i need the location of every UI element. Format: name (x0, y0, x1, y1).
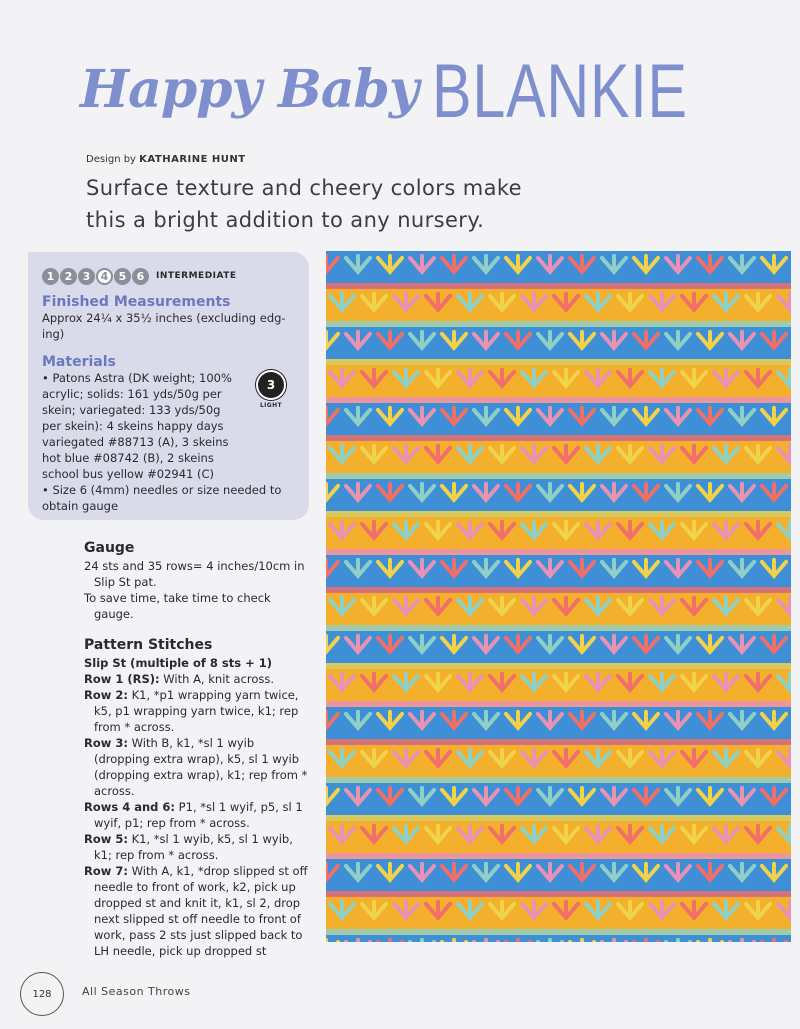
yarn-weight-icon (251, 372, 291, 409)
finished-heading: Finished Measurements (42, 294, 231, 310)
skill-level-5: 5 (114, 268, 131, 285)
skill-level-3: 3 (78, 268, 95, 285)
skill-level-label: INTERMEDIATE (156, 271, 237, 281)
gauge-section (84, 540, 310, 622)
gauge-text: 24 sts and 35 rows= 4 inches/10cm in Slip St pat. (84, 559, 305, 589)
pattern-row: Rows 4 and 6: P1, *sl 1 wyif, p5, sl 1 wyif, p1; rep from * across. (84, 800, 303, 830)
swatch-ridge (326, 853, 791, 859)
subtitle: Surface texture and cheery colors make this a bright addition to any nursery. (86, 176, 522, 232)
pattern-row: Row 1 (RS): With A, knit across. (84, 672, 275, 686)
pattern-heading: Pattern Stitches (84, 637, 213, 653)
pattern-subheading: Slip St (multiple of 8 sts + 1) (84, 656, 272, 670)
skill-level-6: 6 (132, 268, 149, 285)
swatch-ridge (326, 625, 791, 631)
gauge-note: To save time, take time to check gauge. (84, 591, 271, 621)
skill-level-4: 4 (96, 268, 113, 285)
title-script: Happy Baby (80, 59, 419, 120)
swatch-ridge (326, 549, 791, 555)
page-number: 128 (20, 972, 64, 1016)
swatch-ridge (326, 511, 791, 517)
byline (86, 154, 246, 165)
materials-item: • Size 6 (4mm) needles or size needed to obtain gauge (42, 483, 282, 513)
swatch-ridge (326, 701, 791, 707)
knitted-swatch-photo (326, 251, 791, 942)
byline-prefix: Design by (86, 154, 136, 165)
swatch-ridge (326, 283, 791, 289)
swatch-ridge (326, 891, 791, 897)
yarn-weight-number: 3 (258, 372, 284, 398)
swatch-ridge (326, 397, 791, 403)
info-box (28, 252, 309, 520)
gauge-heading: Gauge (84, 540, 135, 556)
swatch-ridge (326, 435, 791, 441)
swatch-ridge (326, 929, 791, 935)
title (80, 48, 760, 135)
skill-level-1: 1 (42, 268, 59, 285)
swatch-ridge (326, 473, 791, 479)
swatch-pattern (326, 251, 791, 942)
pattern-row: Row 5: K1, *sl 1 wyib, k5, sl 1 wyib, k1; rep from * across. (84, 832, 293, 862)
swatch-ridge (326, 739, 791, 745)
swatch-ridge (326, 663, 791, 669)
pattern-row: Row 7: With A, k1, *drop slipped st off needle to front of work, k2, pick up dropped st and knit it, k1, sl 2, drop next slipped st off needle to front of work, pass 2 sts just slipped back to LH needle, pick up dropped st (84, 864, 308, 958)
materials-item: • Patons Astra (DK weight; 100% acrylic; solids: 161 yds/50g per skein; variegated: 133 yds/50g per skein): 4 skeins happy days variegated #88713 (A), 3 skeins hot blue #08742 (B), 2 skeins school bus yellow #02941 (C) (42, 371, 232, 481)
title-caps: BLANKIE (432, 49, 688, 134)
finished-text: Approx 24¼ x 35½ inches (excluding edg-ing) (42, 311, 286, 341)
swatch-ridge (326, 321, 791, 327)
materials-heading: Materials (42, 354, 116, 370)
designer-name: KATHARINE HUNT (139, 154, 246, 165)
pattern-row: Row 2: K1, *p1 wrapping yarn twice, k5, p1 wrapping yarn twice, k1; rep from * across. (84, 688, 299, 734)
swatch-ridge (326, 815, 791, 821)
pattern-row: Row 3: With B, k1, *sl 1 wyib (dropping extra wrap), k5, sl 1 wyib (dropping extra wrap), k1; rep from * across. (84, 736, 308, 798)
swatch-ridge (326, 587, 791, 593)
swatch-ridge (326, 777, 791, 783)
skill-level-2: 2 (60, 268, 77, 285)
skill-level (42, 266, 295, 286)
swatch-ridge (326, 359, 791, 365)
book-title: All Season Throws (82, 985, 191, 998)
yarn-weight-label: LIGHT (259, 402, 283, 409)
pattern-section (84, 637, 310, 959)
